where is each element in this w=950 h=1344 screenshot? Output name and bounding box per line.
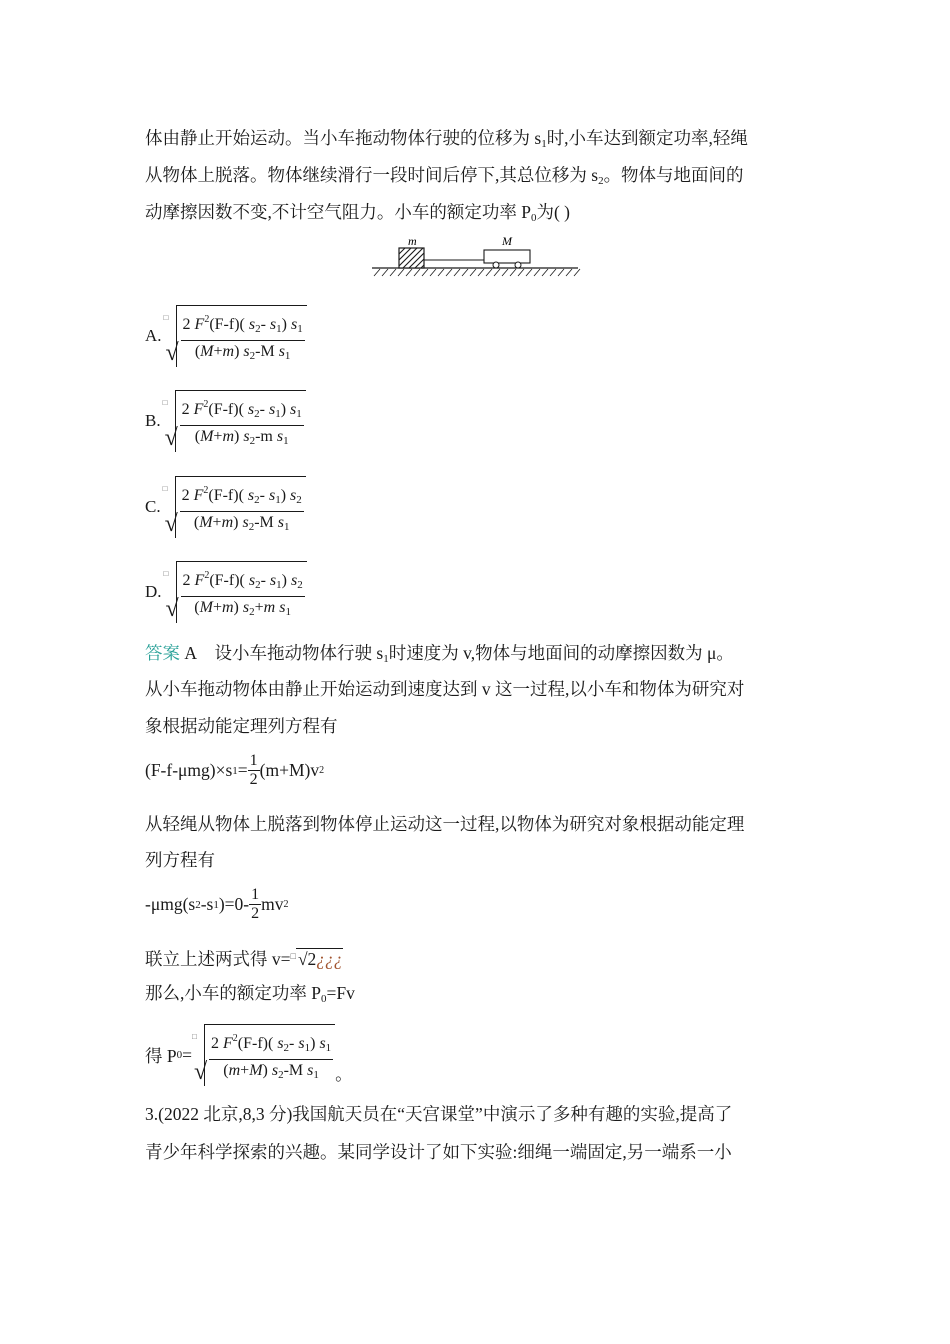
radical: □ √ $\frac{2 F^2(F-f)( s_2- s_1) s_1}{(m+M) s_2-M s_1}$ bbox=[192, 1024, 335, 1086]
answer-line-7: 那么,小车的额定功率 $P_0=Fv$ bbox=[145, 983, 355, 1005]
intro-line-3: 动摩擦因数不变,不计空气阻力。小车的额定功率 $P_0$为( ) bbox=[145, 202, 571, 224]
option-d[interactable]: D. □ √ $\frac{2 F^2(F-f)( s_2- s_1) s_2}{(M+m) s_2+m s_1}$ bbox=[145, 561, 307, 623]
option-b[interactable]: B. □ √ $\frac{2 F^2(F-f)( s_2- s_1) s_1}{(M+m) s_2-m s_1}$ bbox=[145, 390, 306, 452]
ground-hatching bbox=[374, 269, 580, 276]
answer-line-1: 答案 A 设小车拖动物体行驶 $s_1$时速度为 v,物体与地面间的动摩擦因数为 μ。 bbox=[145, 643, 734, 665]
question-3-line-1: 3.(2022 北京,8,3 分)我国航天员在“天宫课堂”中演示了多种有趣的实验,提高了 bbox=[145, 1104, 733, 1124]
block-label: m bbox=[408, 234, 417, 248]
answer-line-2: 从小车拖动物体由静止开始运动到速度达到 v 这一过程,以小车和物体为研究对 bbox=[145, 679, 745, 699]
option-c[interactable]: C. □ √ $\frac{2 F^2(F-f)( s_2- s_1) s_2}{(M+m) s_2-M s_1}$ bbox=[145, 476, 306, 538]
radical: □ √ $\frac{2 F^2(F-f)( s_2- s_1) s_1}{(M+m) s_2-M s_1}$ bbox=[164, 305, 307, 367]
answer-line-3: 象根据动能定理列方程有 bbox=[145, 716, 338, 736]
answer-line-6: 联立上述两式得 v=□ √2¿¿¿ bbox=[145, 949, 343, 969]
cart-label: M bbox=[502, 234, 512, 248]
final-result: 得 P 0 = □ √ $\frac{2 F^2(F-f)( s_2- s_1) s_1}{(m+M) s_2-M s_1}$ 。 bbox=[145, 1024, 353, 1086]
block-cart-figure bbox=[370, 232, 582, 280]
block-m bbox=[399, 248, 424, 268]
intro-line-1: 体由静止开始运动。当小车拖动物体行驶的位移为 $s_1$时,小车达到额定功率,轻绳 bbox=[145, 128, 748, 150]
question-3-line-2: 青少年科学探索的兴趣。某同学设计了如下实验:细绳一端固定,另一端系一小 bbox=[145, 1142, 732, 1162]
equation-1: (F-f-μmg)×s 1 = $\frac{1}{2}$ (m+M)v 2 bbox=[145, 752, 325, 788]
cart-M bbox=[484, 250, 530, 268]
radical: □ √ $\frac{2 F^2(F-f)( s_2- s_1) s_2}{(M+m) s_2-M s_1}$ bbox=[163, 476, 306, 538]
option-a[interactable]: A. □ √ $\frac{2 F^2(F-f)( s_2- s_1) s_1}{(M+m) s_2-M s_1}$ bbox=[145, 305, 307, 367]
answer-line-5: 列方程有 bbox=[145, 850, 215, 870]
intro-line-2: 从物体上脱落。物体继续滑行一段时间后停下,其总位移为 $s_2$。物体与地面间的 bbox=[145, 165, 744, 187]
equation-2: -μmg(s 2 -s 1 )=0- $\frac{1}{2}$ mv 2 bbox=[145, 886, 289, 922]
radical: □ √ $\frac{2 F^2(F-f)( s_2- s_1) s_2}{(M+m) s_2+m s_1}$ bbox=[164, 561, 307, 623]
radical: □ √ $\frac{2 F^2(F-f)( s_2- s_1) s_1}{(M+m) s_2-m s_1}$ bbox=[163, 390, 306, 452]
answer-choice: A bbox=[180, 643, 198, 663]
answer-label: 答案 bbox=[145, 643, 180, 663]
answer-line-4: 从轻绳从物体上脱落到物体停止运动这一过程,以物体为研究对象根据动能定理 bbox=[145, 814, 745, 834]
